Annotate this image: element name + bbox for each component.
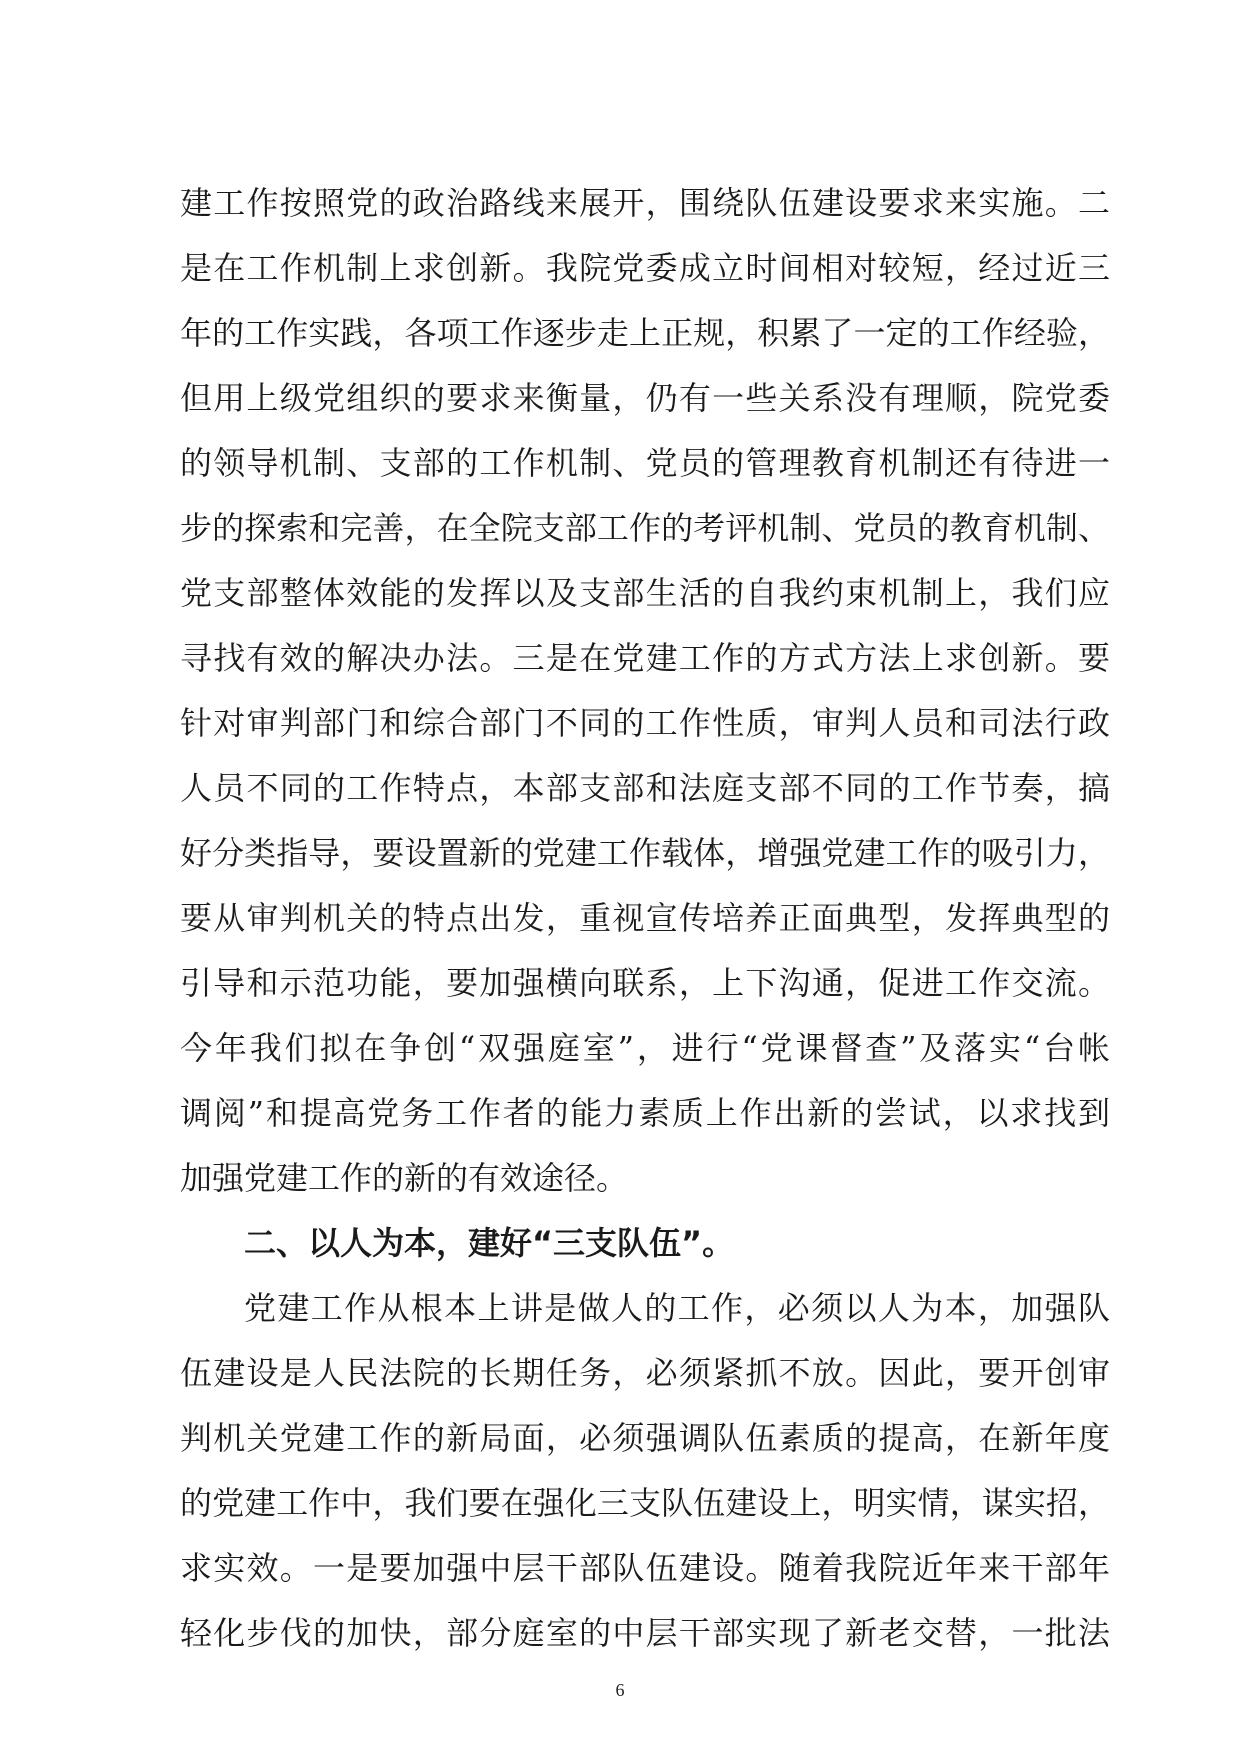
section-heading: 二、以人为本，建好“三支队伍”。	[244, 1224, 735, 1262]
body-text-line: 人员不同的工作特点，本部支部和法庭支部不同的工作节奏，搞	[180, 769, 1110, 807]
body-text-line: 党支部整体效能的发挥以及支部生活的自我约束机制上，我们应	[180, 574, 1110, 612]
body-text-line: 寻找有效的解决办法。三是在党建工作的方式方法上求创新。要	[180, 639, 1110, 677]
body-text-line: 是在工作机制上求创新。我院党委成立时间相对较短，经过近三	[180, 249, 1110, 287]
body-text-line: 的党建工作中，我们要在强化三支队伍建设上，明实情，谋实招，	[180, 1484, 1110, 1522]
body-text-line: 但用上级党组织的要求来衡量，仍有一些关系没有理顺，院党委	[180, 379, 1110, 417]
body-text-line: 建工作按照党的政治路线来展开，围绕队伍建设要求来实施。二	[180, 184, 1110, 222]
body-text-line: 引导和示范功能，要加强横向联系，上下沟通，促进工作交流。	[180, 964, 1110, 1002]
body-text-line: 加强党建工作的新的有效途径。	[180, 1159, 629, 1197]
body-text-line: 判机关党建工作的新局面，必须强调队伍素质的提高，在新年度	[180, 1419, 1110, 1457]
body-text-line: 求实效。一是要加强中层干部队伍建设。随着我院近年来干部年	[180, 1549, 1110, 1587]
body-text-line: 党建工作从根本上讲是做人的工作，必须以人为本，加强队	[244, 1289, 1110, 1327]
body-text-line: 今年我们拟在争创“双强庭室”，进行“党课督查”及落实“台帐	[180, 1029, 1110, 1067]
body-text-line: 的领导机制、支部的工作机制、党员的管理教育机制还有待进一	[180, 444, 1110, 482]
page-number: 6	[615, 1680, 625, 1700]
body-text-line: 轻化步伐的加快，部分庭室的中层干部实现了新老交替，一批法	[180, 1614, 1110, 1652]
body-text-line: 要从审判机关的特点出发，重视宣传培养正面典型，发挥典型的	[180, 899, 1110, 937]
body-text-line: 伍建设是人民法院的长期任务，必须紧抓不放。因此，要开创审	[180, 1354, 1110, 1392]
body-text-line: 针对审判部门和综合部门不同的工作性质，审判人员和司法行政	[180, 704, 1110, 742]
body-text-line: 调阅”和提高党务工作者的能力素质上作出新的尝试，以求找到	[180, 1094, 1110, 1132]
body-text-line: 年的工作实践，各项工作逐步走上正规，积累了一定的工作经验，	[180, 314, 1110, 352]
body-text-line: 步的探索和完善，在全院支部工作的考评机制、党员的教育机制、	[180, 509, 1110, 547]
body-text-line: 好分类指导，要设置新的党建工作载体，增强党建工作的吸引力，	[180, 834, 1110, 872]
